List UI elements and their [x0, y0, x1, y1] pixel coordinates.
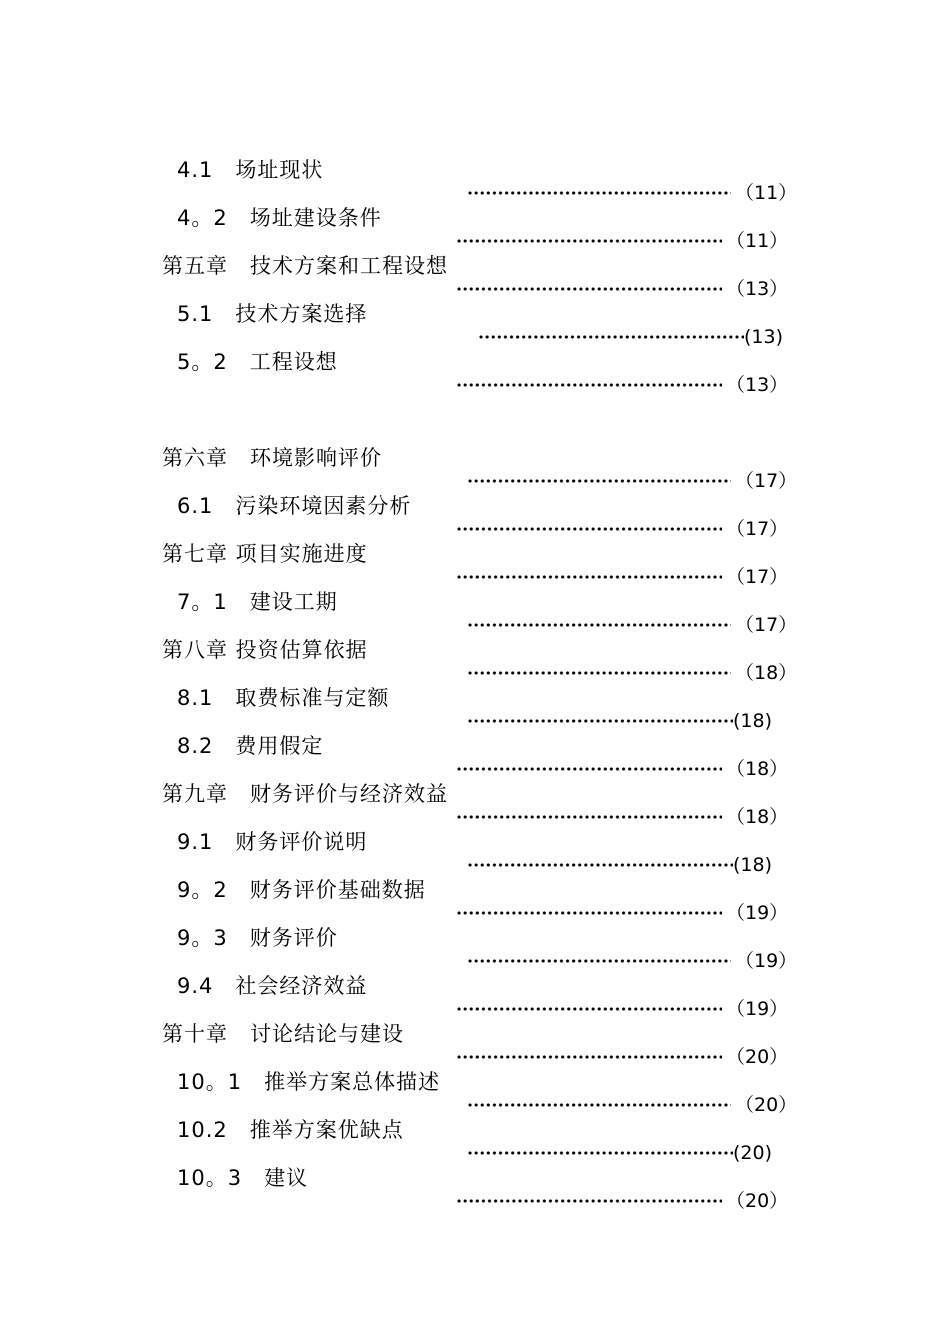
toc-page-number[interactable]: (20) — [733, 1142, 773, 1164]
toc-entry-title[interactable]: 10。3 建议 — [177, 1166, 309, 1190]
toc-entry-title[interactable]: 4.1 场址现状 — [177, 158, 324, 182]
toc-leader — [456, 900, 788, 926]
toc-entry-title[interactable]: 第七章 项目实施进度 — [162, 542, 368, 566]
dot-leader — [456, 527, 722, 531]
toc-leader — [467, 660, 797, 686]
dot-leader — [456, 1007, 722, 1011]
toc-page-number[interactable]: （19） — [726, 998, 789, 1020]
toc-page-number[interactable]: （17） — [735, 614, 798, 636]
toc-entry-title[interactable]: 第八章 投资估算依据 — [162, 638, 368, 662]
toc-page-number[interactable]: （13） — [726, 374, 789, 396]
toc-leader — [456, 228, 788, 254]
toc-leader — [456, 276, 788, 302]
toc-page-number[interactable]: （18） — [726, 758, 789, 780]
toc-entry-title[interactable]: 9。2 财务评价基础数据 — [177, 878, 426, 902]
toc-page-number[interactable]: (13) — [744, 326, 784, 348]
toc-entry-title[interactable]: 4。2 场址建设条件 — [177, 206, 382, 230]
toc-page-number[interactable]: （18） — [735, 662, 798, 684]
dot-leader — [467, 623, 731, 627]
dot-leader — [456, 575, 722, 579]
toc-page-number[interactable]: （20） — [726, 1046, 789, 1068]
toc-entry-title[interactable]: 9.4 社会经济效益 — [177, 974, 368, 998]
toc-page-number[interactable]: （11） — [726, 230, 789, 252]
dot-leader — [456, 383, 722, 387]
toc-leader — [467, 180, 797, 206]
toc-leader — [456, 564, 788, 590]
toc-page-number[interactable]: （17） — [726, 518, 789, 540]
toc-leader — [467, 1092, 797, 1118]
toc-entry-title[interactable]: 5.1 技术方案选择 — [177, 302, 368, 326]
toc-page-number[interactable]: （19） — [726, 902, 789, 924]
toc-leader — [467, 948, 797, 974]
toc-leader — [456, 1044, 788, 1070]
dot-leader — [456, 1055, 722, 1059]
toc-entry-title[interactable]: 9.1 财务评价说明 — [177, 830, 368, 854]
toc-leader — [467, 468, 797, 494]
toc-entry-title[interactable]: 10.2 推举方案优缺点 — [177, 1118, 404, 1142]
toc-page-number[interactable]: （19） — [735, 950, 798, 972]
toc-leader — [456, 756, 788, 782]
dot-leader — [467, 719, 733, 723]
dot-leader — [456, 767, 722, 771]
toc-entry-title[interactable]: 6.1 污染环境因素分析 — [177, 494, 412, 518]
toc-entry-title[interactable]: 第十章 讨论结论与建设 — [162, 1022, 404, 1046]
dot-leader — [467, 1151, 733, 1155]
toc-page-number[interactable]: （20） — [735, 1094, 798, 1116]
toc-leader — [467, 852, 772, 878]
toc-page-number[interactable]: （17） — [735, 470, 798, 492]
toc-leader — [456, 372, 788, 398]
dot-leader — [478, 335, 744, 339]
toc-leader — [456, 1188, 788, 1214]
toc-entry-title[interactable]: 8.1 取费标准与定额 — [177, 686, 390, 710]
dot-leader — [456, 911, 722, 915]
toc-leader — [467, 612, 797, 638]
toc-entry-title[interactable]: 第九章 财务评价与经济效益 — [162, 782, 448, 806]
toc-entry-title[interactable]: 第五章 技术方案和工程设想 — [162, 254, 448, 278]
toc-leader — [456, 804, 788, 830]
dot-leader — [456, 1199, 722, 1203]
toc-leader — [456, 996, 788, 1022]
toc-leader — [478, 324, 783, 350]
dot-leader — [456, 239, 722, 243]
dot-leader — [467, 959, 731, 963]
toc-entry-title[interactable]: 9。3 财务评价 — [177, 926, 338, 950]
toc-leader — [467, 1140, 772, 1166]
toc-page-number[interactable]: （11） — [735, 182, 798, 204]
dot-leader — [467, 671, 731, 675]
dot-leader — [467, 1103, 731, 1107]
toc-page-number[interactable]: （20） — [726, 1190, 789, 1212]
dot-leader — [467, 191, 731, 195]
toc-leader — [467, 708, 772, 734]
toc-entry-title[interactable]: 第六章 环境影响评价 — [162, 446, 382, 470]
dot-leader — [467, 479, 731, 483]
dot-leader — [467, 863, 733, 867]
toc-leader — [456, 516, 788, 542]
toc-page-number[interactable]: （18） — [726, 806, 789, 828]
toc-page-number[interactable]: (18) — [733, 854, 773, 876]
toc-page-number[interactable]: （17） — [726, 566, 789, 588]
toc-entry-title[interactable]: 8.2 费用假定 — [177, 734, 324, 758]
toc-page-number[interactable]: （13） — [726, 278, 789, 300]
toc-entry-title[interactable]: 10。1 推举方案总体描述 — [177, 1070, 441, 1094]
toc-page-number[interactable]: (18) — [733, 710, 773, 732]
toc-entry-title[interactable]: 7。1 建设工期 — [177, 590, 338, 614]
dot-leader — [456, 287, 722, 291]
dot-leader — [456, 815, 722, 819]
toc-entry-title[interactable]: 5。2 工程设想 — [177, 350, 338, 374]
